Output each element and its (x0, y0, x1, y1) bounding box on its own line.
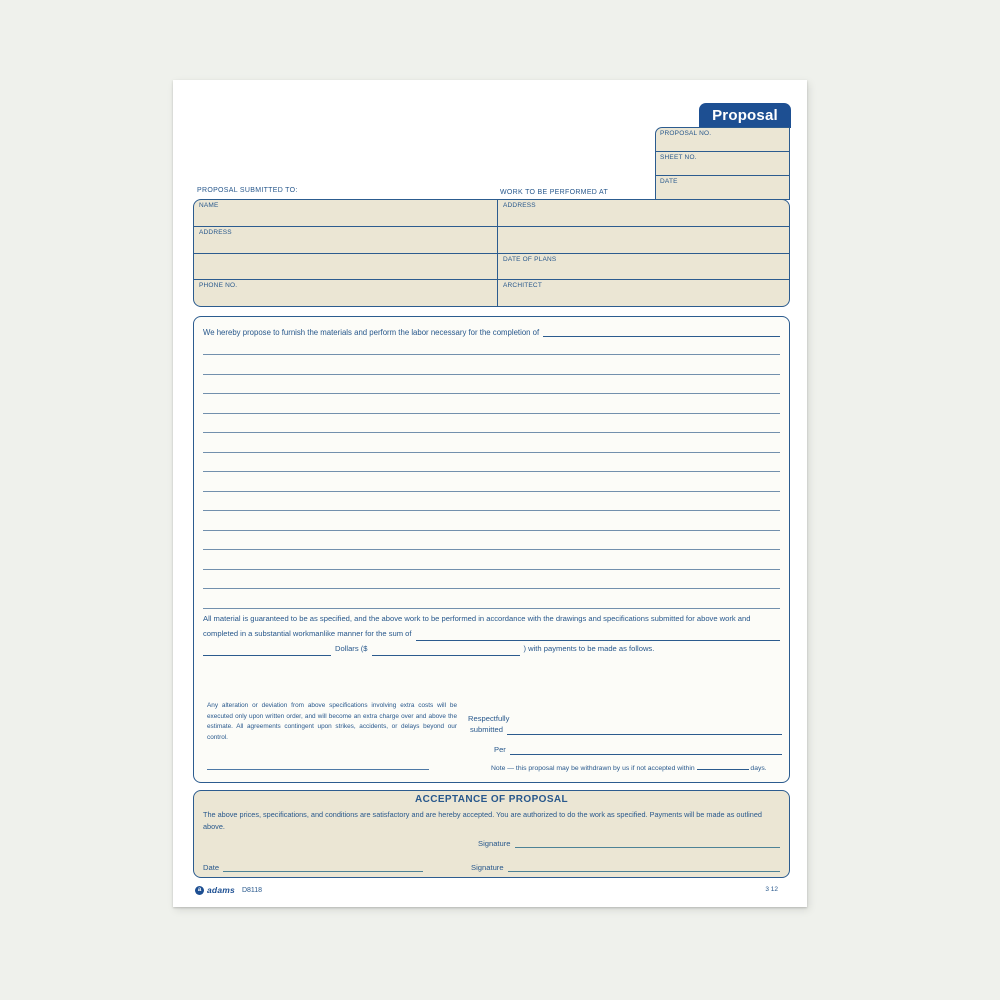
ruled-line (203, 354, 780, 355)
contact-info-table (193, 199, 790, 307)
ruled-line (203, 530, 780, 531)
submission-block (464, 713, 782, 774)
intro-text: We hereby propose to furnish the materials and perform the labor necessary for the completion of (203, 328, 540, 337)
submitted-row (464, 724, 782, 735)
submitted-blank-line (507, 725, 782, 735)
date-field: DATE (656, 175, 789, 199)
signature-row-2 (203, 862, 780, 872)
dollars-numeric-blank (372, 645, 520, 656)
acceptance-title: ACCEPTANCE OF PROPOSAL (414, 794, 569, 805)
acceptance-box (193, 790, 790, 878)
acceptance-text: The above prices, specifications, and conditions are satisfactory and are hereby accepted. You are authorized to do the work as specified. Payments will be made as outlined above. (203, 810, 762, 831)
address-continued-field (194, 253, 497, 280)
work-location-column (498, 200, 789, 306)
ruled-line (203, 491, 780, 492)
adams-logo-icon: a (195, 886, 204, 895)
ruled-line (203, 549, 780, 550)
dollars-line (203, 641, 780, 656)
submitted-to-label: PROPOSAL SUBMITTED TO: (197, 187, 298, 194)
date-blank-line (223, 862, 423, 872)
work-address-field: ADDRESS (503, 202, 536, 209)
ruled-line (203, 510, 780, 511)
ruled-line (203, 393, 780, 394)
signature-row-1 (478, 838, 780, 848)
payments-text: ) with payments to be made as follows. (523, 644, 655, 653)
architect-field: ARCHITECT (498, 279, 789, 306)
signature2-label: Signature (471, 863, 504, 872)
ruled-line (203, 471, 780, 472)
brand-footer (195, 885, 262, 895)
signature2-blank-line (508, 862, 780, 872)
submitted-text: submitted (470, 725, 503, 734)
ruled-line (203, 413, 780, 414)
note-days-blank (697, 762, 749, 770)
ruled-line (203, 432, 780, 433)
form-number: D8118 (241, 886, 263, 894)
work-at-label: WORK TO BE PERFORMED AT (500, 189, 609, 196)
fine-print-clause: Any alteration or deviation from above specifications involving extra costs will be executed only upon written order, and will become an extra charge over and above the estimate. All agreements contingent upon strikes, accidents, or delays beyond our control. (207, 702, 457, 741)
proposal-body-box (193, 316, 790, 783)
per-row (464, 744, 782, 755)
proposal-form-sheet (173, 80, 807, 907)
ruled-line (203, 452, 780, 453)
sum-of-text: completed in a substantial workmanlike manner for the sum of (203, 629, 412, 638)
ruled-line (203, 569, 780, 570)
intro-line (203, 327, 780, 337)
signature-blank-line (515, 838, 780, 848)
proposal-tab-label: Proposal (712, 107, 778, 124)
ruled-line (203, 374, 780, 375)
work-address-continued-field (498, 226, 789, 253)
date-label: Date (203, 863, 220, 872)
respectfully-text: Respectfully (468, 714, 510, 723)
brand-name: adams (207, 885, 235, 895)
revision-code: 3 12 (765, 886, 778, 893)
proposal-tab-banner (699, 103, 791, 128)
name-field: NAME (199, 202, 219, 209)
guarantee-text-line2 (203, 626, 780, 641)
note-days-text: days. (750, 765, 767, 772)
proposal-meta-box (655, 127, 790, 200)
ruled-line (203, 588, 780, 589)
guarantee-text-line1: All material is guaranteed to be as specified, and the above work to be performed in accordance with the drawings and specifications submitted for above work and (203, 614, 751, 623)
completion-blank-line (543, 327, 780, 337)
bottom-left-line (207, 769, 429, 770)
note-text: Note — this proposal may be withdrawn by us if not accepted within (491, 765, 695, 772)
dollars-label: Dollars ($ (335, 644, 368, 653)
signature-label: Signature (478, 839, 511, 848)
guarantee-paragraph (203, 611, 780, 656)
phone-no-field: PHONE NO. (194, 279, 497, 306)
per-label: Per (494, 745, 506, 754)
submitted-to-column (194, 200, 498, 306)
address-field: ADDRESS (194, 226, 497, 253)
per-blank-line (510, 745, 782, 755)
dollars-written-blank (203, 645, 331, 656)
sheet-no-field: SHEET NO. (656, 151, 789, 175)
withdrawal-note (464, 762, 782, 774)
proposal-no-field: PROPOSAL NO. (660, 130, 712, 137)
sum-blank-line (416, 631, 780, 641)
ruled-line (203, 608, 780, 609)
date-of-plans-field: DATE OF PLANS (498, 253, 789, 280)
